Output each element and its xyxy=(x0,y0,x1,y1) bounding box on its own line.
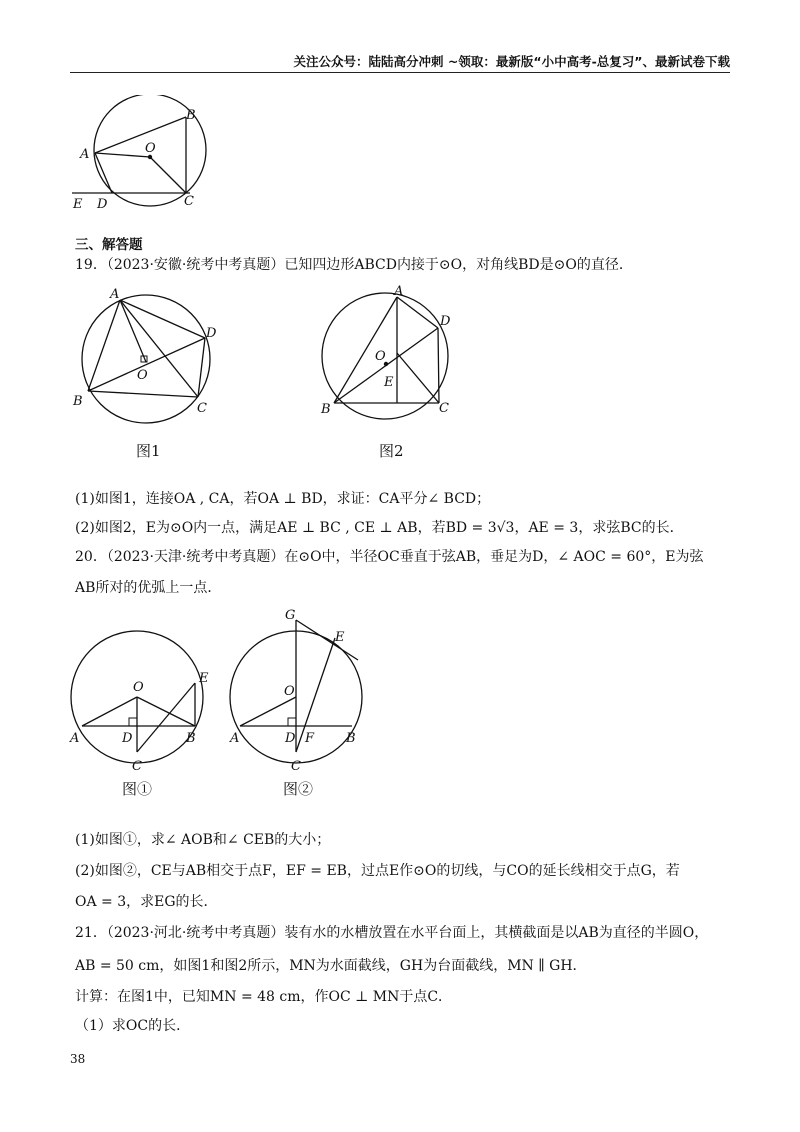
q20-part1: (1)如图①，求∠ AOB和∠ CEB的大小； xyxy=(75,832,331,848)
q20-f2-label-A: A xyxy=(230,731,240,746)
label-B: B xyxy=(186,108,196,123)
q20-f1-label-O: O xyxy=(133,680,144,695)
q20-figure-2 xyxy=(228,600,363,780)
label-E: E xyxy=(73,197,83,212)
q19-fig2-caption: 图2 xyxy=(379,442,404,460)
section-title: 三、解答题 xyxy=(75,237,143,253)
q19-f2-label-C: C xyxy=(439,401,449,416)
q20-stem-line2: AB所对的优弧上一点． xyxy=(75,580,222,596)
q20-fig2-caption: 图② xyxy=(283,780,314,798)
q19-f1-label-O: O xyxy=(137,368,148,383)
q20-f1-label-C: C xyxy=(132,759,142,774)
q19-figure-2 xyxy=(310,280,470,420)
q19-part1: (1)如图1，连接OA , CA，若OA ⊥ BD，求证：CA平分∠ BCD； xyxy=(75,491,491,507)
q20-f2-label-F: F xyxy=(305,731,315,746)
label-A: A xyxy=(80,147,90,162)
q19-stem: 19．（2023·安徽·统考中考真题）已知四边形ABCD内接于⊙O，对角线BD是⊙O的直径． xyxy=(75,257,633,273)
q19-f2-label-A: A xyxy=(394,284,404,299)
q21-stem-line1: 21．（2023·河北·统考中考真题）装有水的水槽放置在水平台面上，其横截面是以AB为直径的半圆O， xyxy=(75,925,709,941)
q19-figure-1 xyxy=(70,285,220,425)
q20-f2-label-D: D xyxy=(285,731,296,746)
q20-stem-line1: 20．（2023·天津·统考中考真题）在⊙O中，半径OC垂直于弦AB，垂足为D，∠ AOC = 60°，E为弦 xyxy=(75,549,704,565)
page-header: 关注公众号：陆陆高分冲刺 ~领取：最新版“小中高考-总复习”、最新试卷下载 xyxy=(293,54,730,69)
q21-stem-line2: AB = 50 cm，如图1和图2所示，MN为水面截线，GH为台面截线，MN ∥ GH． xyxy=(75,958,587,974)
q21-calc: 计算：在图1中，已知MN = 48 cm，作OC ⊥ MN于点C． xyxy=(75,989,453,1005)
q19-part2: (2)如图2，E为⊙O内一点，满足AE ⊥ BC , CE ⊥ AB，若BD = 3√3，AE = 3，求弦BC的长． xyxy=(75,520,684,536)
q20-fig1-caption: 图① xyxy=(122,780,153,798)
q20-f1-label-A: A xyxy=(70,731,80,746)
q19-f2-label-E: E xyxy=(384,375,394,390)
q19-fig1-caption: 图1 xyxy=(136,442,161,460)
label-C: C xyxy=(184,194,194,209)
label-D: D xyxy=(97,197,108,212)
q19-f1-label-C: C xyxy=(197,401,207,416)
header-rule xyxy=(70,72,730,73)
q20-figure-1 xyxy=(65,625,230,780)
q20-f2-label-E: E xyxy=(335,630,345,645)
q21-part1: （1）求OC的长． xyxy=(75,1018,191,1034)
q19-f1-label-A: A xyxy=(110,287,120,302)
q20-f1-label-B: B xyxy=(186,731,196,746)
q20-f2-label-C: C xyxy=(291,759,301,774)
q20-f2-label-G: G xyxy=(285,608,296,623)
q19-f2-label-O: O xyxy=(375,349,386,364)
q20-f1-label-D: D xyxy=(122,731,133,746)
figure-top-circle xyxy=(65,95,225,220)
q19-f1-label-B: B xyxy=(73,394,83,409)
q20-f1-label-E: E xyxy=(199,671,209,686)
q20-f2-label-O: O xyxy=(284,684,295,699)
q19-f1-label-D: D xyxy=(206,326,217,341)
q20-part2-line1: (2)如图②，CE与AB相交于点F，EF = EB，过点E作⊙O的切线，与CO的延长线相交于点G，若 xyxy=(75,863,680,879)
q19-f2-label-B: B xyxy=(321,402,331,417)
page-number: 38 xyxy=(70,1052,86,1066)
q20-part2-line2: OA = 3，求EG的长． xyxy=(75,894,218,910)
q20-f2-label-B: B xyxy=(346,731,356,746)
q19-f2-label-D: D xyxy=(440,314,451,329)
label-O: O xyxy=(145,141,156,156)
